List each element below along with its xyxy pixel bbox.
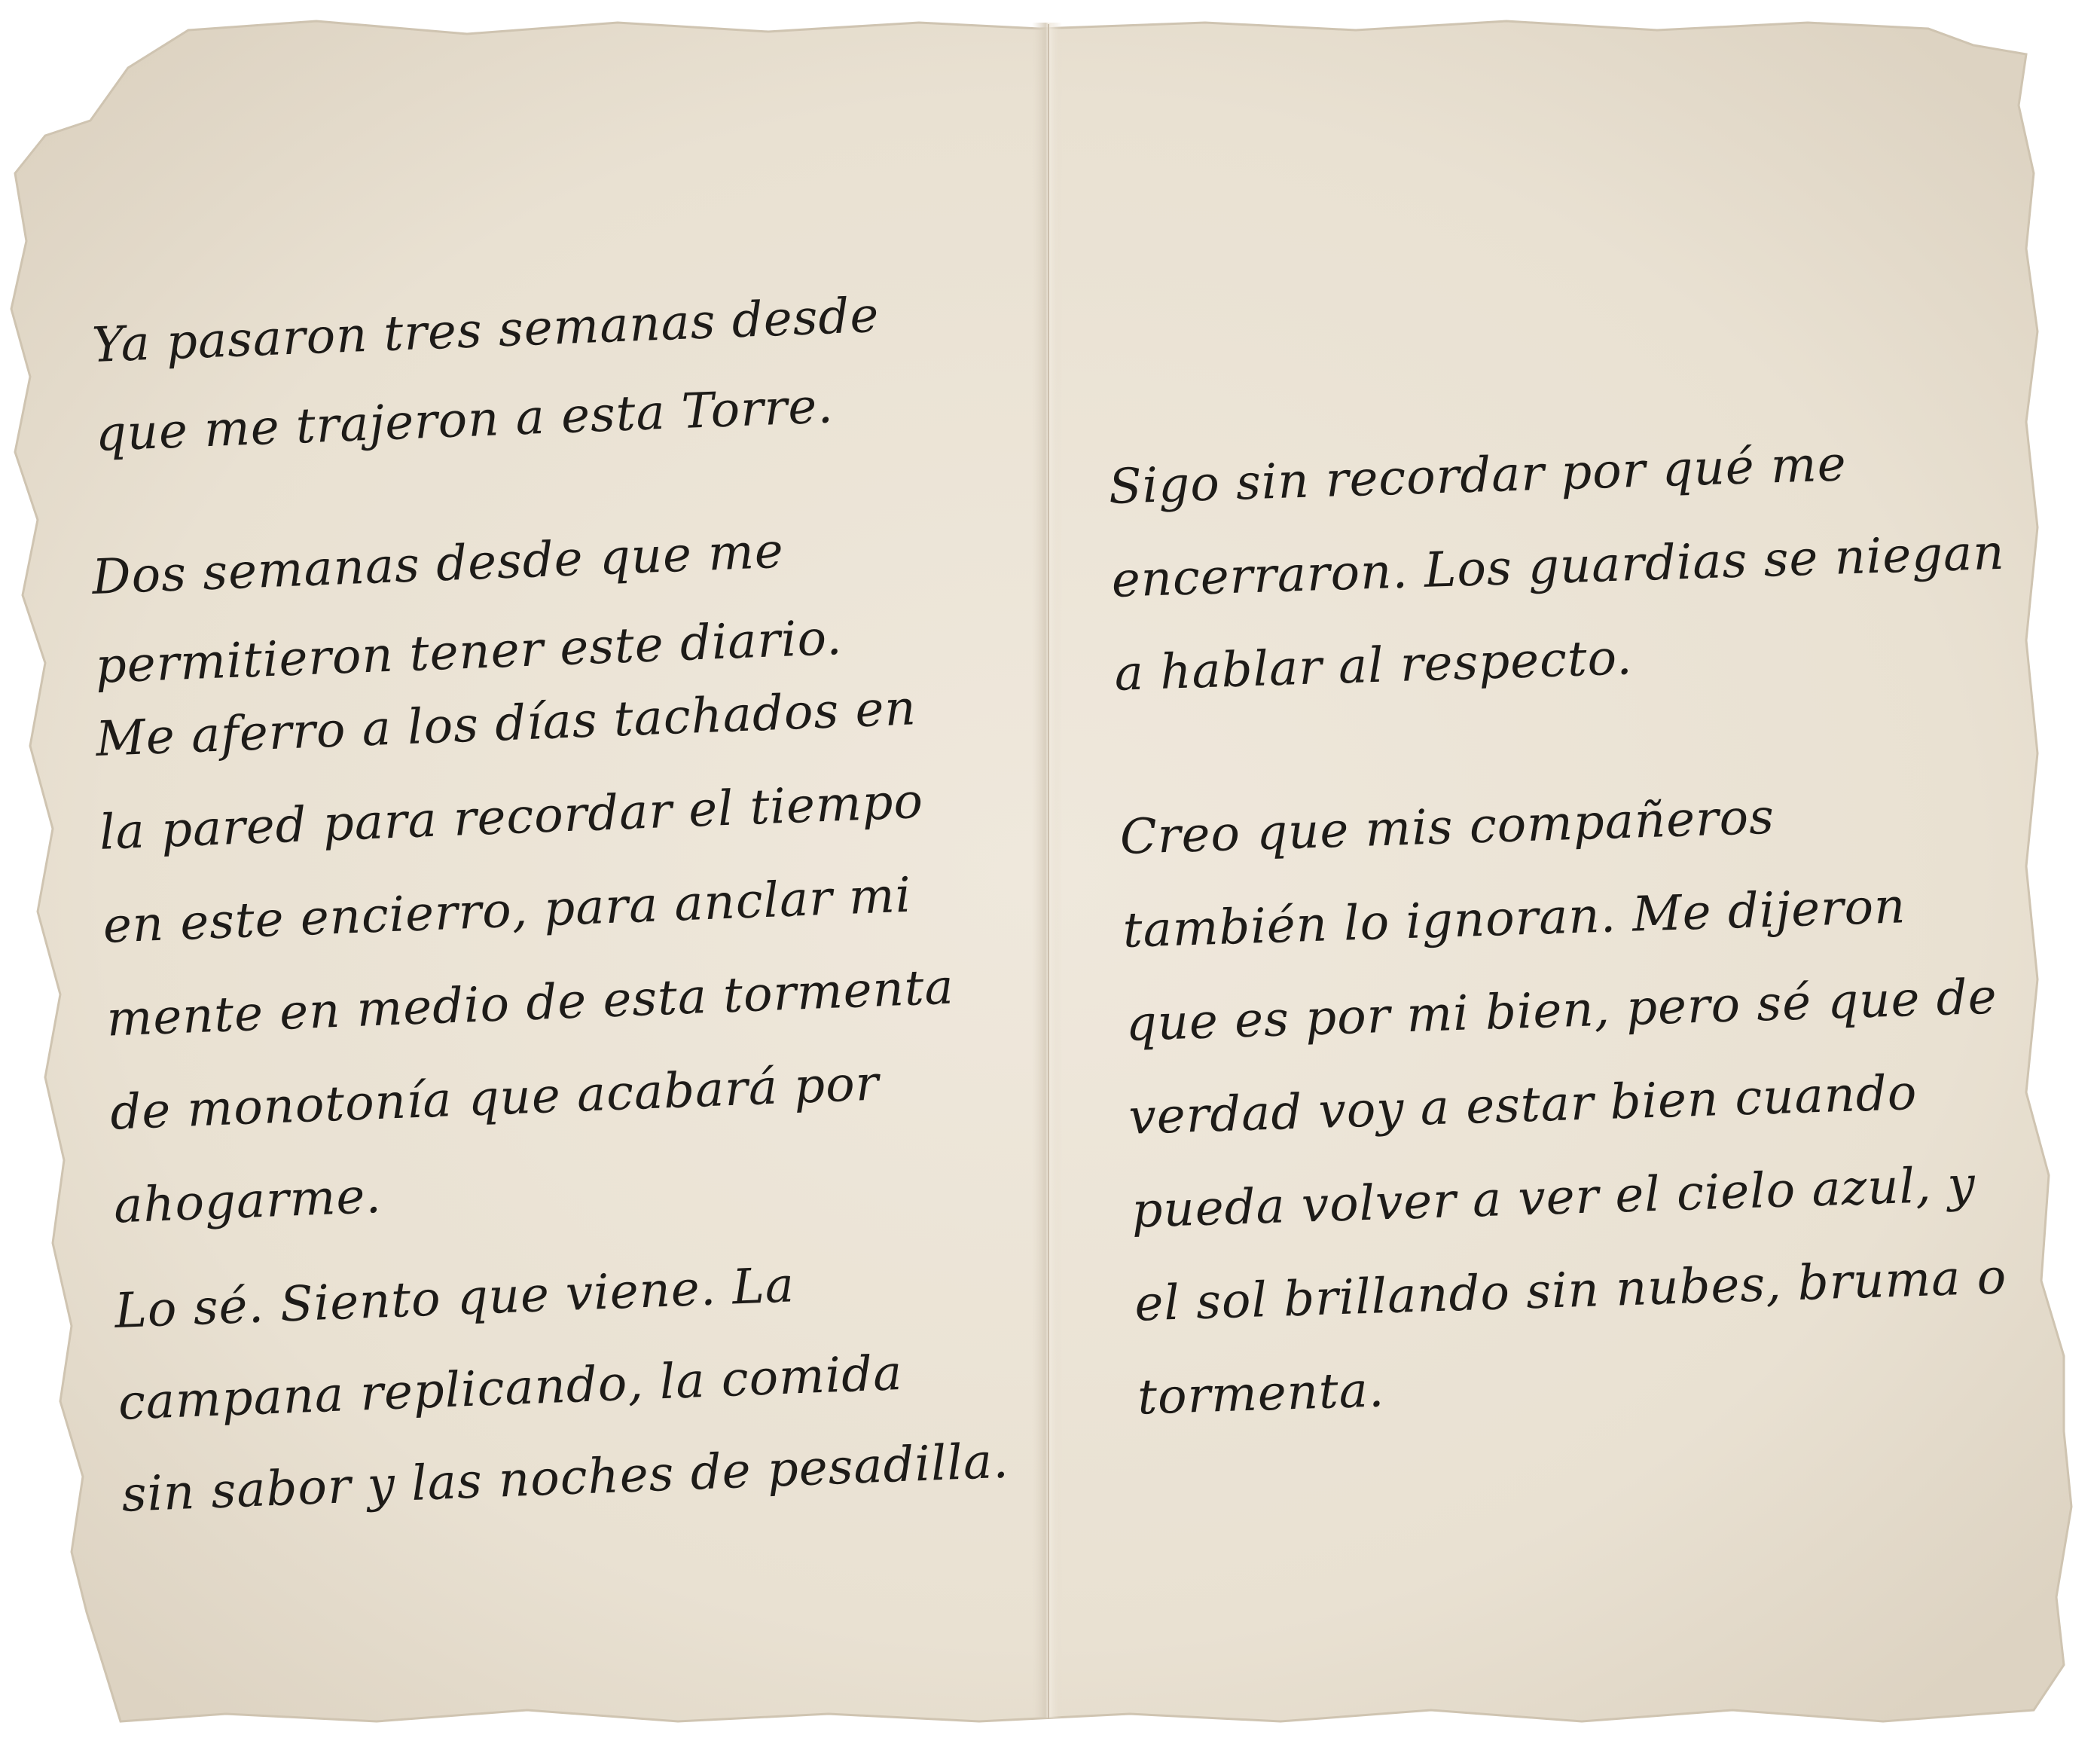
text-line: pueda volver a ver el cielo azul, y: [1131, 1156, 1976, 1239]
right-paragraph-2: [1119, 764, 2011, 1445]
text-line: campana replicando, la comida: [117, 1345, 904, 1431]
text-line: el sol brillando sin nubes, bruma o: [1134, 1249, 2008, 1333]
text-line: permitieron tener este diario.: [94, 609, 844, 695]
right-paragraph-1: [1107, 413, 2009, 721]
text-line: de monotonía que acabará por: [109, 1055, 881, 1141]
text-line: la pared para recordar el tiempo: [98, 773, 925, 861]
text-line: Dos semanas desde que me: [90, 523, 786, 606]
text-line: Me aferro a los días tachados en: [94, 680, 917, 768]
left-paragraph-3: [94, 661, 963, 1254]
text-line: sin sabor y las noches de pesadilla.: [121, 1433, 1010, 1523]
text-line: ahogarme.: [112, 1168, 383, 1235]
text-line: Creo que mis compañeros: [1119, 789, 1775, 866]
text-line: encerraron. Los guardias se niegan: [1110, 524, 2006, 609]
text-line: también lo ignoran. Me dijeron: [1122, 878, 1907, 959]
left-paragraph-4: [113, 1232, 1011, 1541]
text-line: a hablar al respecto.: [1113, 630, 1634, 702]
text-line: Ya pasaron tres semanas desde: [90, 287, 881, 374]
text-line: tormenta.: [1137, 1362, 1386, 1426]
text-line: que me trajeron a esta Torre.: [94, 378, 835, 463]
text-line: Sigo sin recordar por qué me: [1107, 436, 1848, 515]
text-line: Lo sé. Siento que viene. La: [113, 1257, 796, 1339]
text-line: mente en medio de esta tormenta: [105, 959, 955, 1048]
left-paragraph-1: [90, 271, 884, 479]
text-line: verdad voy a estar bien cuando: [1128, 1064, 1918, 1146]
text-line: que es por mi bien, pero sé que de: [1125, 969, 1998, 1052]
text-line: en este encierro, para anclar mi: [102, 867, 913, 954]
center-fold: [1032, 23, 1062, 1718]
